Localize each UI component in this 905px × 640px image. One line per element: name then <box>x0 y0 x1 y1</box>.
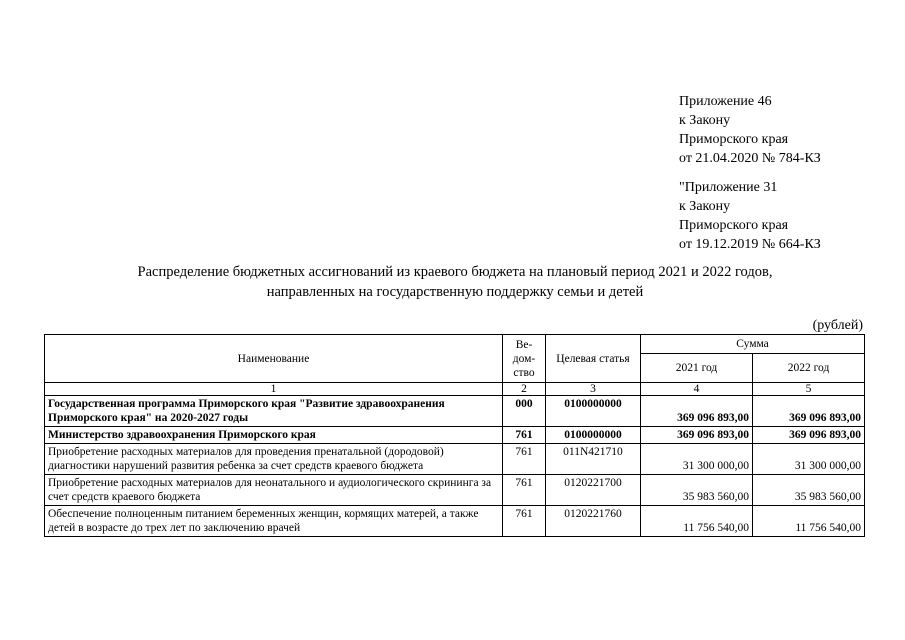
row-name: Государственная программа Приморского края "Развитие здравоохранения Приморского края" на 2020-2027 годы <box>45 396 503 427</box>
row-department: 761 <box>503 475 546 506</box>
header-department <box>503 335 546 383</box>
header-sum: Сумма <box>641 335 865 354</box>
row-amount-2021: 11 756 540,00 <box>641 506 753 537</box>
row-name: Приобретение расходных материалов для проведения пренатальной (дородовой) диагностики нарушений развития ребенка за счет средств краевого бюджета <box>45 444 503 475</box>
row-target-item: 0100000000 <box>546 427 641 444</box>
annex-current-line: Приморского края <box>679 132 789 147</box>
row-name: Министерство здравоохранения Приморского края <box>45 427 503 444</box>
row-amount-2022: 35 983 560,00 <box>753 475 865 506</box>
row-target-item: 0120221760 <box>546 506 641 537</box>
row-department: 761 <box>503 444 546 475</box>
row-name: Приобретение расходных материалов для неонатального и аудиологического скрининга за счет средств краевого бюджета <box>45 475 503 506</box>
row-amount-2021: 31 300 000,00 <box>641 444 753 475</box>
document-title-line-2: направленных на государственную поддержку семьи и детей <box>266 284 644 300</box>
row-name: Обеспечение полноценным питанием беременных женщин, кормящих матерей, а также детей в возрасте до трех лет по заключению врачей <box>45 506 503 537</box>
header-department-line: ство <box>513 366 535 379</box>
table-row <box>45 396 865 427</box>
row-amount-2022: 369 096 893,00 <box>753 427 865 444</box>
annex-previous-line: к Закону <box>679 199 731 214</box>
header-year-2022: 2022 год <box>753 354 865 383</box>
annex-current-reference <box>679 92 821 168</box>
header-year-2021: 2021 год <box>641 354 753 383</box>
document-title <box>60 262 850 302</box>
annex-current-line: Приложение 46 <box>679 94 772 109</box>
header-target-item: Целевая статья <box>546 335 641 383</box>
annex-current-line: от 21.04.2020 № 784-КЗ <box>679 151 821 166</box>
table-row <box>45 444 865 475</box>
annex-previous-line: "Приложение 31 <box>679 180 778 195</box>
column-number: 2 <box>503 383 546 396</box>
header-name: Наименование <box>45 335 503 383</box>
table-row <box>45 506 865 537</box>
row-target-item: 0120221700 <box>546 475 641 506</box>
document-title-line-1: Распределение бюджетных ассигнований из краевого бюджета на плановый период 2021 и 2022 годов, <box>137 264 773 280</box>
header-department-line: дом- <box>512 352 536 365</box>
row-target-item: 011N421710 <box>546 444 641 475</box>
budget-table <box>44 334 865 537</box>
row-department: 761 <box>503 427 546 444</box>
row-amount-2022: 31 300 000,00 <box>753 444 865 475</box>
annex-previous-line: Приморского края <box>679 218 789 233</box>
annex-current-line: к Закону <box>679 113 731 128</box>
row-department: 000 <box>503 396 546 427</box>
row-amount-2022: 369 096 893,00 <box>753 396 865 427</box>
units-label: (рублей) <box>812 318 863 333</box>
row-target-item: 0100000000 <box>546 396 641 427</box>
row-department: 761 <box>503 506 546 537</box>
column-number: 5 <box>753 383 865 396</box>
row-amount-2021: 369 096 893,00 <box>641 396 753 427</box>
column-number: 3 <box>546 383 641 396</box>
column-number: 4 <box>641 383 753 396</box>
annex-previous-reference <box>679 178 821 254</box>
table-row <box>45 475 865 506</box>
row-amount-2021: 369 096 893,00 <box>641 427 753 444</box>
row-amount-2021: 35 983 560,00 <box>641 475 753 506</box>
table-row <box>45 427 865 444</box>
annex-previous-line: от 19.12.2019 № 664-КЗ <box>679 237 821 252</box>
column-number: 1 <box>45 383 503 396</box>
header-department-line: Ве- <box>515 338 533 351</box>
row-amount-2022: 11 756 540,00 <box>753 506 865 537</box>
